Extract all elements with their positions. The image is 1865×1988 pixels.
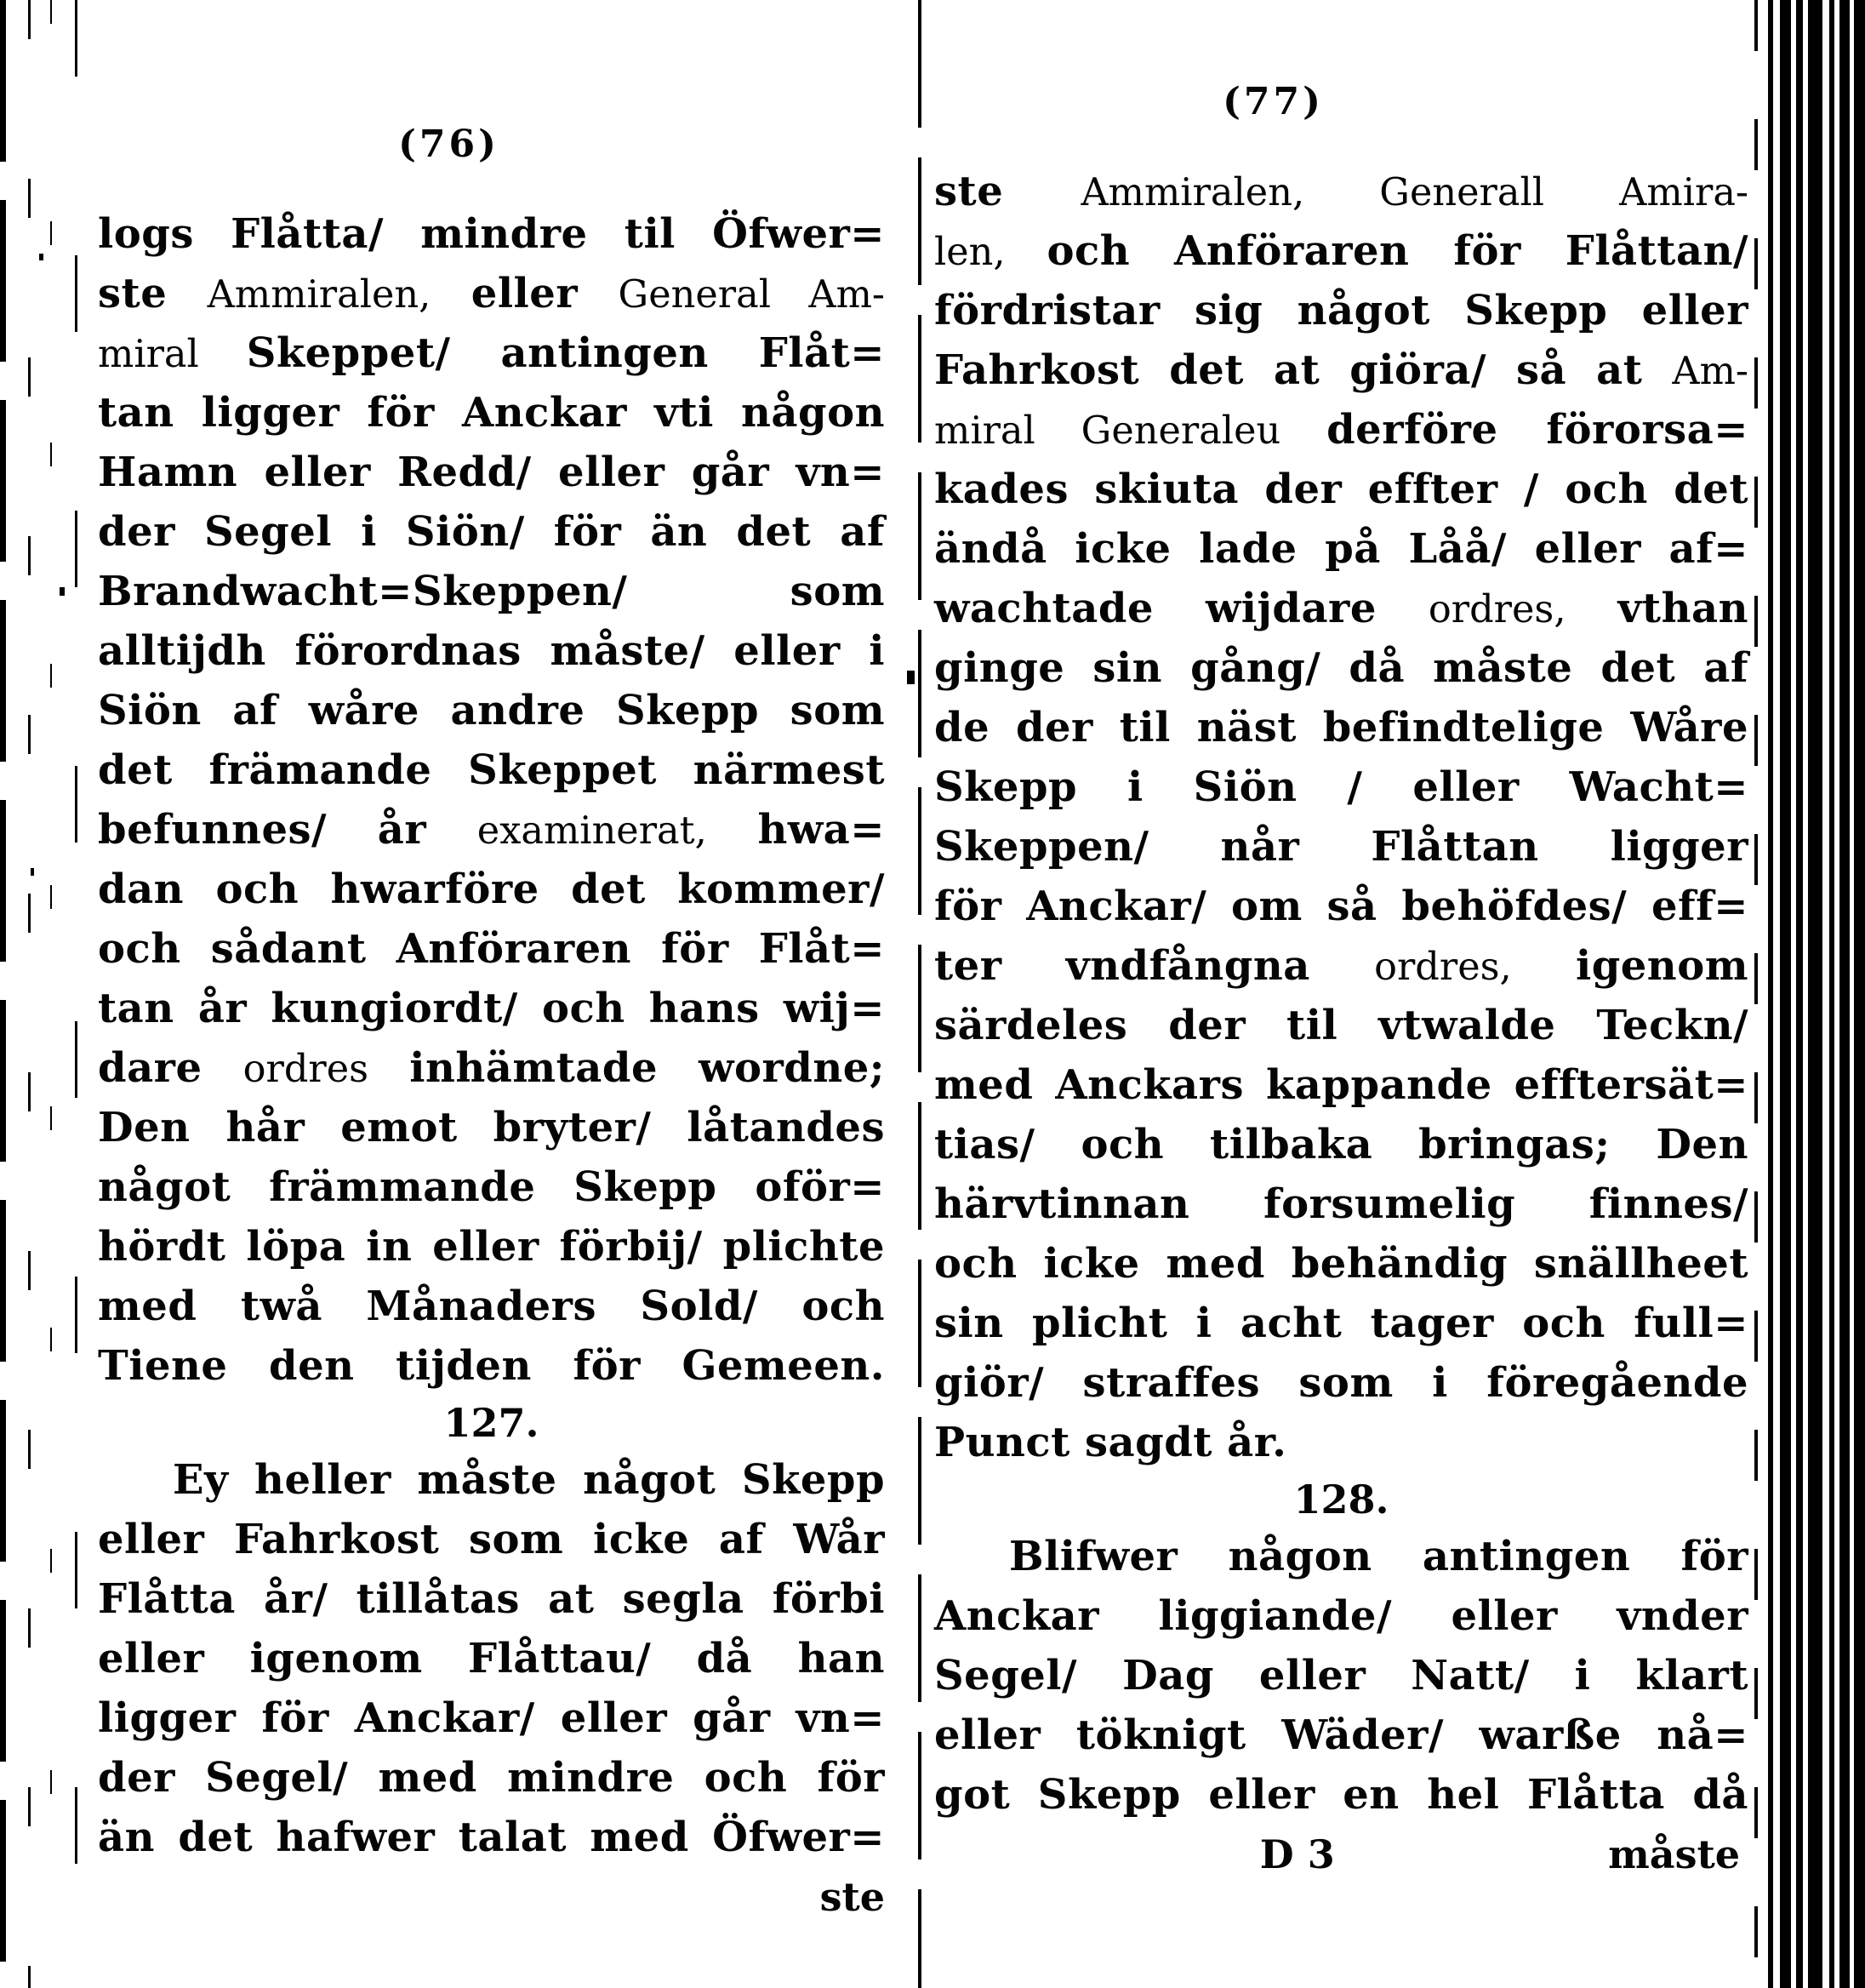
text-line <box>98 1688 885 1748</box>
scan-streak-right <box>1829 0 1834 1988</box>
scan-streak-right <box>1808 0 1822 1988</box>
fraktur-text: eller töknigt Wäder/ warße nå= <box>934 1711 1748 1759</box>
fraktur-text: Skeppet/ antingen Flåt= <box>246 329 885 377</box>
text-line <box>934 579 1748 638</box>
paragraph <box>934 162 1748 1472</box>
fraktur-text: Tiene den tijden för Gemeen. <box>98 1342 885 1390</box>
text-line <box>98 1510 885 1569</box>
catchword: måste <box>1608 1831 1740 1877</box>
paragraph <box>98 1450 885 1867</box>
fraktur-text: tan ligger för Anckar vti någon <box>98 389 885 437</box>
fraktur-text: dare <box>98 1044 243 1092</box>
text-line <box>98 502 885 562</box>
fraktur-text: hwa= <box>706 806 885 854</box>
text-line <box>98 383 885 443</box>
text-line <box>934 757 1748 817</box>
fraktur-text: för Anckar/ om så behöfdes/ eff= <box>934 883 1748 930</box>
fraktur-text: vthan <box>1566 585 1748 632</box>
text-line <box>934 400 1748 460</box>
fraktur-text: särdeles der til vtwalde Teckn/ <box>934 1002 1748 1049</box>
fraktur-text: ändå icke lade på Låå/ eller af= <box>934 525 1748 573</box>
text-line <box>98 1277 885 1336</box>
ink-speck <box>907 671 915 684</box>
antiqua-text: ordres, <box>1428 587 1566 631</box>
fraktur-text: med Anckars kappande efftersät= <box>934 1061 1748 1109</box>
text-line <box>98 264 885 323</box>
fraktur-text: alltijdh förordnas måste/ eller i <box>98 627 885 675</box>
text-line <box>98 1450 885 1510</box>
antiqua-text: Ammiralen, <box>207 272 431 317</box>
text-line <box>934 698 1748 757</box>
fraktur-text: der Segel i Siön/ för än det af <box>98 508 885 556</box>
fraktur-text: och sådant Anföraren för Flåt= <box>98 925 885 973</box>
text-line <box>98 979 885 1038</box>
text-line <box>98 1629 885 1688</box>
scan-streak-right <box>1768 0 1773 1988</box>
fraktur-text: Brandwacht=Skeppen/ som <box>98 568 885 615</box>
fraktur-text: Blifwer någon antingen för <box>1009 1533 1748 1580</box>
text-line <box>98 443 885 502</box>
scan-streak-right <box>1854 0 1865 1988</box>
scan-streak-left <box>50 0 52 1988</box>
text-line <box>98 1098 885 1157</box>
text-line <box>934 936 1748 996</box>
fraktur-text: Ey heller måste något Skepp <box>173 1456 885 1504</box>
paragraph <box>934 1527 1748 1825</box>
text-line <box>934 1174 1748 1234</box>
text-line <box>98 1157 885 1217</box>
antiqua-text: ordres, <box>1374 945 1512 989</box>
text-line <box>934 340 1748 400</box>
page-76-text <box>98 204 885 1927</box>
text-line <box>934 638 1748 698</box>
fraktur-text: tias/ och tilbaka bringas; Den <box>934 1121 1748 1168</box>
fraktur-text: de der til näst befindtelige Wåre <box>934 704 1748 751</box>
fraktur-text: tan år kungiordt/ och hans wij= <box>98 985 885 1032</box>
scan-streak-left <box>0 0 6 1988</box>
text-line <box>934 1646 1748 1705</box>
antiqua-text: Am- <box>1672 349 1748 393</box>
fraktur-text: fördristar sig något Skepp eller <box>934 287 1748 334</box>
scan-streak-right <box>1796 0 1803 1988</box>
text-line <box>934 1234 1748 1294</box>
fraktur-text: härvtinnan forsumelig finnes/ <box>934 1180 1748 1228</box>
fraktur-text: med twå Månaders Sold/ och <box>98 1282 885 1330</box>
scan-streak-left <box>28 0 31 1988</box>
fraktur-text: ligger för Anckar/ eller går vn= <box>98 1694 885 1742</box>
fraktur-text: ginge sin gång/ då måste det af <box>934 644 1748 692</box>
fraktur-text: och icke med behändig snällheet <box>934 1240 1748 1288</box>
fraktur-text: Punct sagdt år. <box>934 1419 1287 1466</box>
fraktur-text: det främande Skeppet närmest <box>98 746 885 794</box>
antiqua-text: len, <box>934 230 1047 274</box>
fraktur-text: ste <box>934 168 1081 215</box>
text-line <box>98 1217 885 1277</box>
antiqua-text: General Am- <box>618 272 885 317</box>
text-line <box>934 817 1748 877</box>
text-line <box>98 323 885 383</box>
text-line <box>934 1353 1748 1413</box>
text-line <box>98 1808 885 1867</box>
fraktur-text: giör/ straffes som i föregående <box>934 1359 1748 1407</box>
section-number: 128. <box>1293 1477 1389 1522</box>
text-line <box>98 1748 885 1808</box>
text-line <box>98 1038 885 1098</box>
fraktur-text: der Segel/ med mindre och för <box>98 1754 885 1802</box>
fraktur-text: igenom <box>1511 942 1749 990</box>
text-line <box>934 460 1748 519</box>
text-line <box>98 204 885 264</box>
text-line <box>934 996 1748 1055</box>
fraktur-text: hördt löpa in eller förbij/ plichte <box>98 1223 885 1271</box>
fraktur-text: Siön af wåre andre Skepp som <box>98 687 885 734</box>
fraktur-text: dan och hwarföre det kommer/ <box>98 865 885 913</box>
scan-streak-gutter <box>918 0 921 1988</box>
text-line <box>934 281 1748 340</box>
fraktur-text: Segel/ Dag eller Natt/ i klart <box>934 1652 1748 1700</box>
text-line <box>934 1055 1748 1115</box>
text-line <box>98 621 885 681</box>
text-line <box>98 740 885 800</box>
fraktur-text: logs Flåtta/ mindre til Öfwer= <box>98 210 885 258</box>
scan-streak-left <box>75 0 77 1988</box>
fraktur-text: Anckar liggiande/ eller vnder <box>934 1592 1748 1640</box>
antiqua-text: examinerat, <box>476 808 707 853</box>
fraktur-text: eller igenom Flåttau/ då han <box>98 1635 885 1682</box>
text-line <box>934 1294 1748 1353</box>
text-line <box>98 860 885 919</box>
fraktur-text: Flåtta år/ tillåtas at segla förbi <box>98 1575 885 1623</box>
scan-streak-right <box>1780 0 1791 1988</box>
fraktur-text: derföre förorsa= <box>1326 406 1748 454</box>
scan-streak-right <box>1754 0 1758 1988</box>
text-line <box>934 162 1748 221</box>
signature-mark: D 3 <box>1259 1831 1335 1877</box>
fraktur-text: Skepp i Siön / eller Wacht= <box>934 763 1748 811</box>
paragraph <box>98 204 885 1396</box>
text-line <box>98 800 885 860</box>
antiqua-text: miral <box>98 332 247 376</box>
page-number: (76) <box>398 123 499 166</box>
ink-speck <box>39 254 43 260</box>
fraktur-text: inhämtade wordne; <box>368 1044 885 1092</box>
text-line <box>934 1586 1748 1646</box>
text-line <box>934 877 1748 936</box>
fraktur-text: eller Fahrkost som icke af Wår <box>98 1516 885 1563</box>
fraktur-text: wachtade wijdare <box>934 585 1429 632</box>
fraktur-text: eller <box>431 270 619 317</box>
ink-speck <box>31 868 34 876</box>
fraktur-text: Den hår emot bryter/ låtandes <box>98 1104 885 1151</box>
antiqua-text: miral Generaleu <box>934 408 1327 453</box>
section-number: 127. <box>443 1400 539 1446</box>
antiqua-text: Ammiralen, Generall Amira- <box>1081 170 1749 214</box>
text-line <box>98 1569 885 1629</box>
page-77 <box>934 77 1748 1884</box>
text-line <box>98 919 885 979</box>
text-line <box>934 221 1748 281</box>
scan-streak-right <box>1839 0 1850 1988</box>
fraktur-text: Hamn eller Redd/ eller går vn= <box>98 448 885 496</box>
fraktur-text: kades skiuta der effter / och det <box>934 466 1748 513</box>
page-number: (77) <box>1223 80 1324 123</box>
fraktur-text: ter vndfångna <box>934 942 1375 990</box>
text-line <box>934 519 1748 579</box>
page-footer <box>934 1825 1748 1884</box>
ink-speck <box>60 587 65 596</box>
catchword: ste <box>819 1874 885 1920</box>
antiqua-text: ordres <box>242 1047 369 1091</box>
text-line <box>934 1705 1748 1765</box>
fraktur-text: något främmande Skepp oför= <box>98 1163 885 1211</box>
fraktur-text: än det hafwer talat med Öfwer= <box>98 1814 885 1861</box>
text-line <box>934 1527 1748 1586</box>
fraktur-text: Skeppen/ når Flåttan ligger <box>934 823 1748 871</box>
text-line <box>98 681 885 740</box>
text-line <box>934 1115 1748 1174</box>
text-line <box>98 1336 885 1396</box>
page-76 <box>98 119 885 1927</box>
text-line <box>98 562 885 621</box>
fraktur-text: got Skepp eller en hel Flåtta då <box>934 1771 1748 1819</box>
page-77-text <box>934 162 1748 1884</box>
text-line <box>934 1765 1748 1825</box>
text-line <box>934 1413 1748 1472</box>
fraktur-text: och Anföraren för Flåttan/ <box>1047 227 1748 275</box>
fraktur-text: ste <box>98 270 208 317</box>
fraktur-text: Fahrkost det at giöra/ så at <box>934 346 1673 394</box>
fraktur-text: sin plicht i acht tager och full= <box>934 1300 1748 1347</box>
fraktur-text: befunnes/ år <box>98 806 477 854</box>
